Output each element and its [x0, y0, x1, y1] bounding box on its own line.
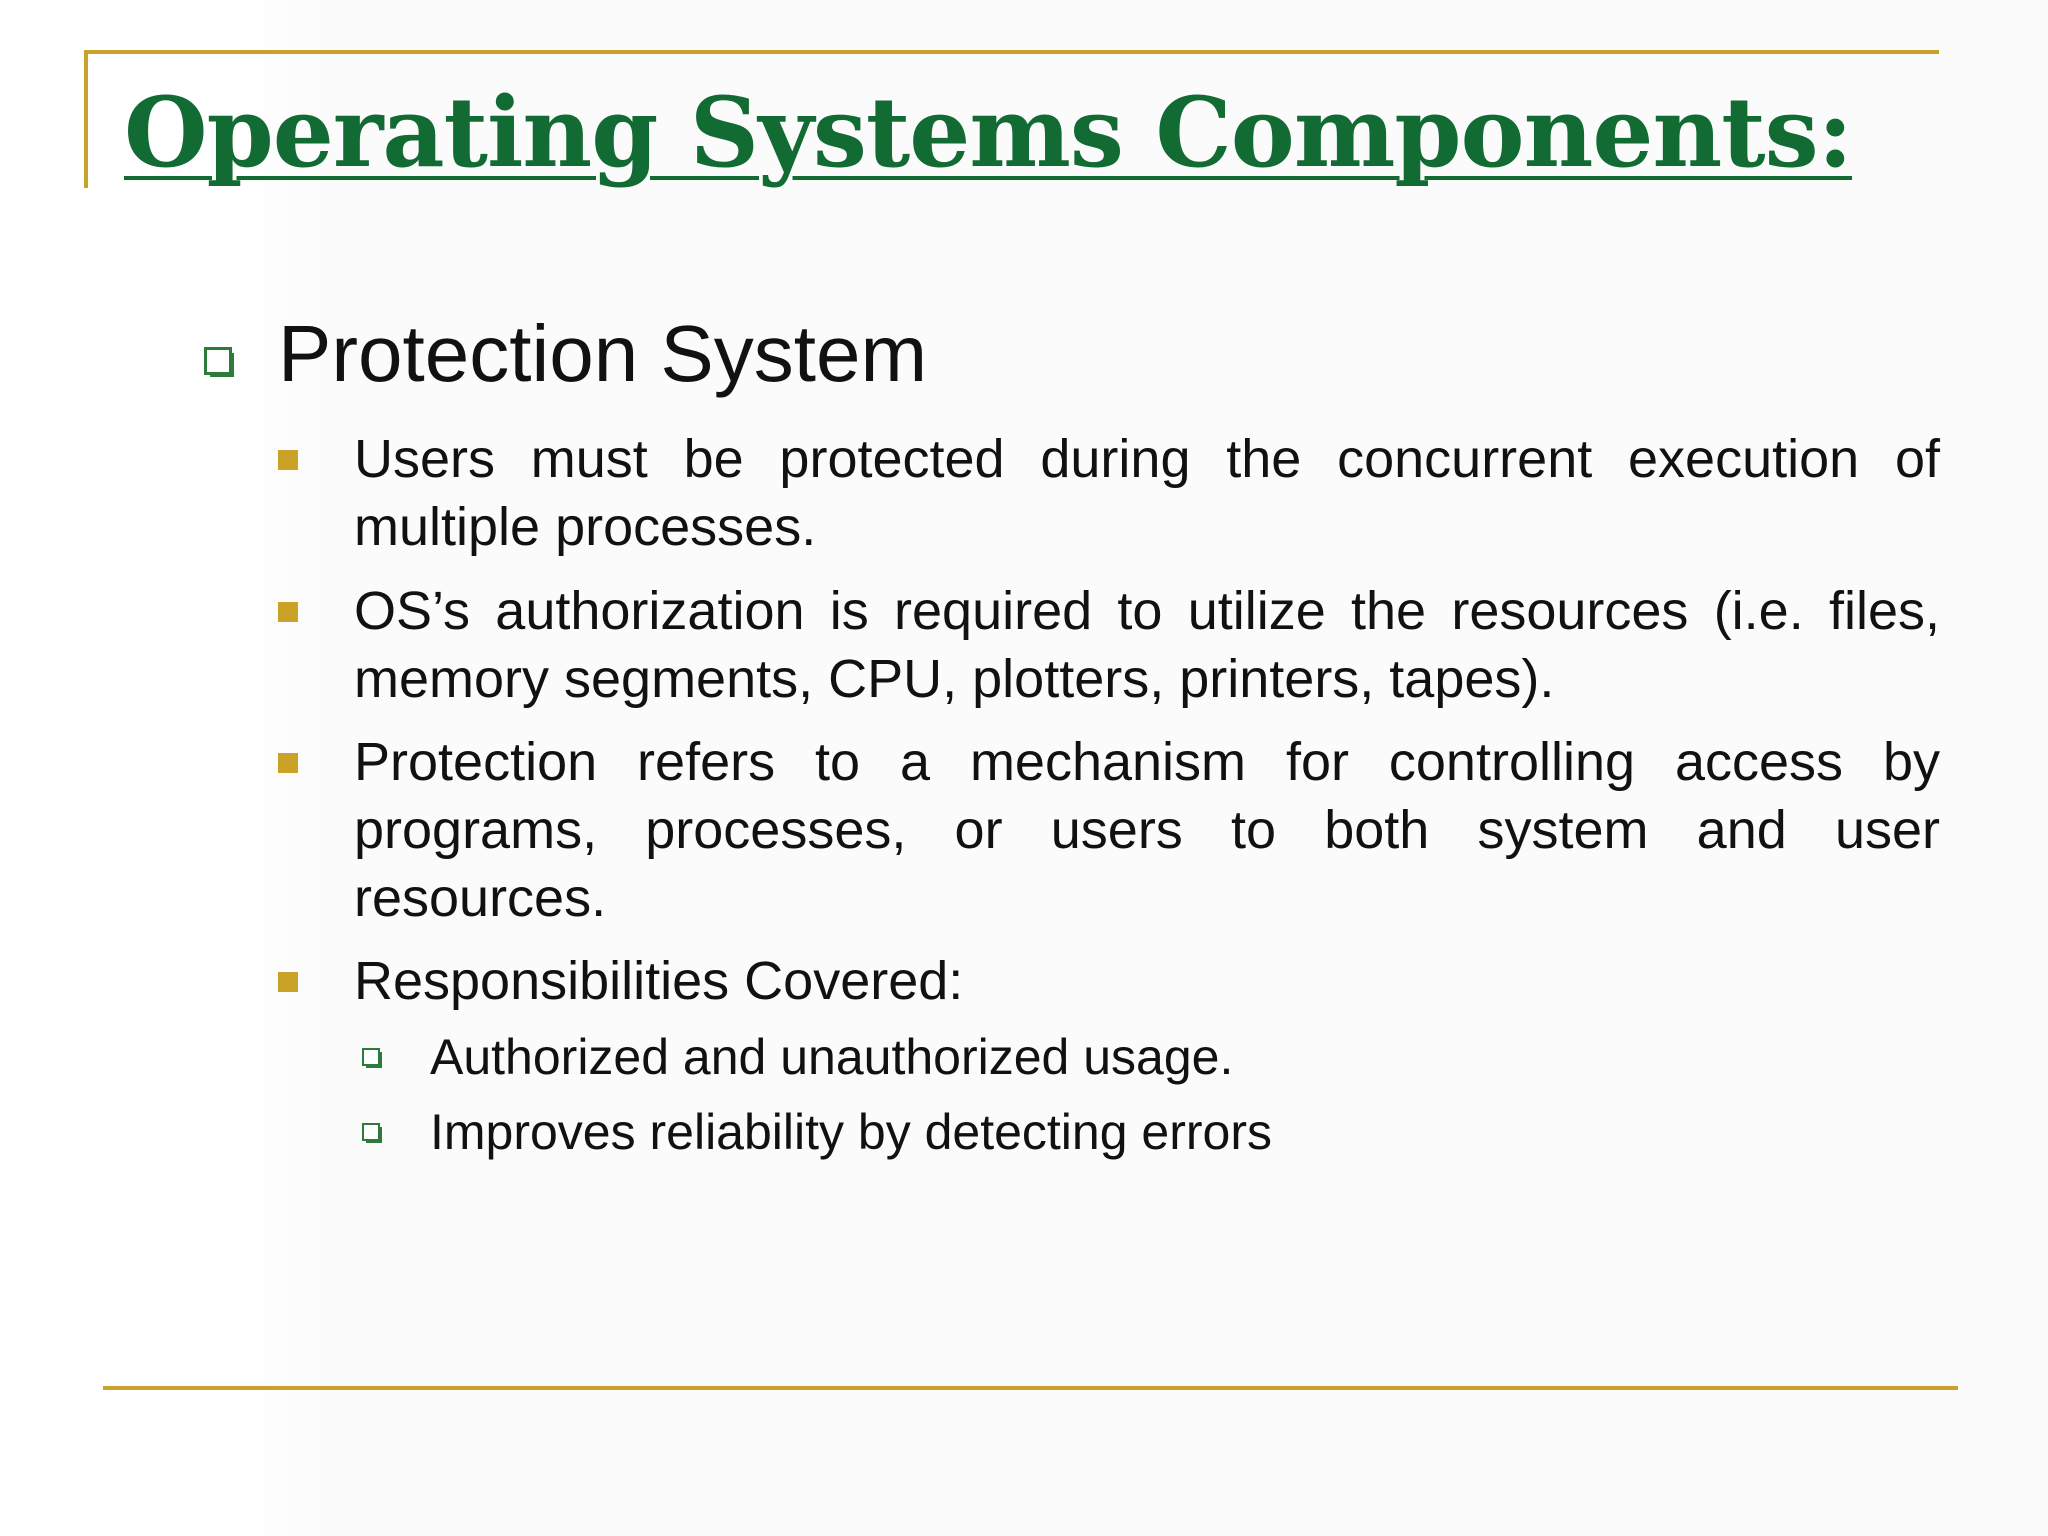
heading-text: Protection System [278, 309, 928, 398]
sub-bullet-text: Authorized and unauthorized usage. [430, 1029, 1234, 1085]
checkbox-bullet-icon [362, 1048, 380, 1066]
sub-bullet-item [362, 1100, 1272, 1164]
sub-bullet-item [362, 1025, 1233, 1089]
square-bullet-icon [278, 972, 298, 992]
bullet-text: Users must be protected during the concurrent execution of multiple processes. [354, 429, 1940, 557]
square-bullet-icon [278, 602, 298, 622]
bullet-text: OS’s authorization is required to utilize the resources (i.e. files, memory segments, CPU, plotters, printers, tapes). [354, 581, 1940, 709]
square-bullet-icon [278, 450, 298, 470]
heading-item [204, 310, 927, 398]
checkbox-bullet-icon [204, 347, 232, 375]
slide-title: Operating Systems Components: [124, 76, 1853, 189]
sub-bullet-text: Improves reliability by detecting errors [430, 1104, 1272, 1160]
checkbox-bullet-icon [362, 1123, 380, 1141]
square-bullet-icon [278, 753, 298, 773]
bullet-text: Protection refers to a mechanism for controlling access by programs, processes, or users to both system and user resources. [354, 732, 1940, 928]
bullet-text: Responsibilities Covered: [354, 951, 964, 1011]
